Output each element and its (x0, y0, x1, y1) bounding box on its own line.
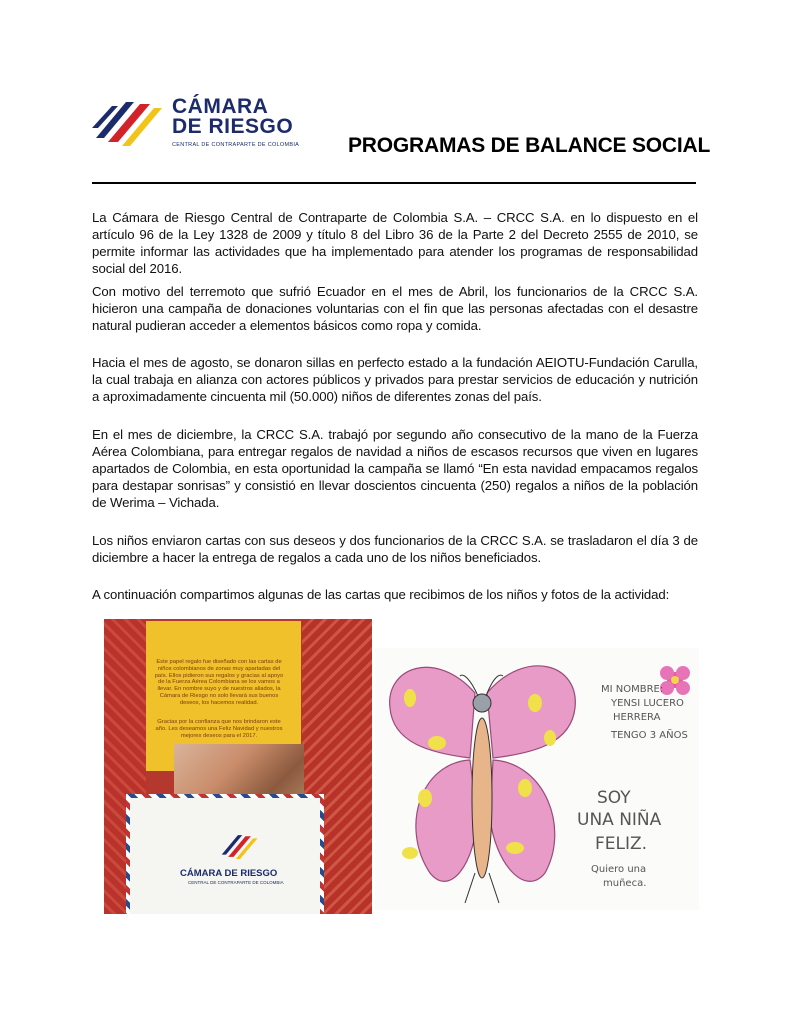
card-thanks: Gracias por la confianza que nos brindaron este año. Les deseamos una Feliz Navidad y nuestros mejores deseos para el 2017. (155, 719, 283, 739)
logo-line-2: DE RIESGO (172, 115, 294, 138)
envelope (126, 794, 324, 914)
logo-line-1: CÁMARA (172, 95, 269, 118)
company-logo (92, 92, 307, 154)
drawing-text-8: Quiero una (591, 864, 647, 875)
gift-card-photo (104, 619, 372, 914)
page-title: PROGRAMAS DE BALANCE SOCIAL (348, 134, 711, 157)
drawing-text-9: muñeca. (603, 878, 647, 889)
drawing-text-1: MI NOMBRE: (601, 684, 664, 695)
logo-stripes-icon (92, 98, 164, 146)
paragraph-letters: Los niños enviaron cartas con sus deseos y dos funcionarios de la CRCC S.A. se trasladaron el día 3 de diciembre a hacer la entrega de regalos a cada uno de los niños beneficiados. (92, 533, 698, 565)
paragraph-closing: A continuación compartimos algunas de las cartas que recibimos de los niños y fotos de la actividad: (92, 587, 670, 602)
paragraph-december: En el mes de diciembre, la CRCC S.A. trabajó por segundo año consecutivo de la mano de la Fuerza Aérea Colombiana, para entregar regalos de navidad a niños de escasos recursos que viven en lugares apartados de Colombia, en esta oportunidad la campaña se llamó “En esta navidad empacamos regalos para destapar sonrisas” y consistió en llevar doscientos cincuenta (250) regalos a niños de la población de Werima – Vichada. (92, 427, 698, 510)
envelope-brand: CÁMARA DE RIESGO (180, 868, 278, 879)
drawing-text-5: SOY (597, 788, 631, 808)
child-drawing (375, 648, 699, 910)
logo-subtitle: CENTRAL DE CONTRAPARTE DE COLOMBIA (172, 142, 300, 148)
header-divider (92, 182, 696, 184)
card-message: Este papel regalo fue diseñado con las cartas de niños colombianos de zonas muy apartadas del país. Ellos pidieron sus regalos y gracias al apoyo de la Fuerza Aérea Colombiana se los vamos a llevar. En nombre suyo y de nuestros aliados, la Cámara de Riesgo no solo llevará sus buenos deseos, los hacemos realidad. (154, 659, 284, 706)
drawing-text-4: TENGO 3 AÑOS (611, 730, 688, 741)
envelope-subtitle: CENTRAL DE CONTRAPARTE DE COLOMBIA (188, 880, 284, 885)
paragraph-ecuador: Con motivo del terremoto que sufrió Ecuador en el mes de Abril, los funcionarios de la CRCC S.A. hicieron una campaña de donaciones voluntarias con el fin que las personas afectadas con el desastre natural pudieran acceder a elementos básicos como ropa y comida. (92, 284, 698, 333)
drawing-text-3: HERRERA (613, 712, 661, 723)
paragraph-intro: La Cámara de Riesgo Central de Contraparte de Colombia S.A. – CRCC S.A. en lo dispuesto en el artículo 96 de la Ley 1328 de 2009 y título 8 del Libro 36 de la Parte 2 del Decreto 2555 de 2010, se permite informar las actividades que ha implementado para atender los programas de responsabilidad social del 2016. (92, 210, 698, 276)
paragraph-august: Hacia el mes de agosto, se donaron sillas en perfecto estado a la fundación AEIOTU-Fundación Carulla, la cual trabaja en alianza con actores públicos y privados para prestar servicios de educación y nutrición a aproximadamente cincuenta mil (50.000) niños de diferentes zonas del país. (92, 355, 698, 404)
drawing-text-7: FELIZ. (595, 834, 648, 854)
drawing-text-6: UNA NIÑA (577, 810, 662, 830)
envelope-logo-icon (218, 833, 260, 859)
drawing-text-2: YENSI LUCERO (611, 698, 684, 709)
